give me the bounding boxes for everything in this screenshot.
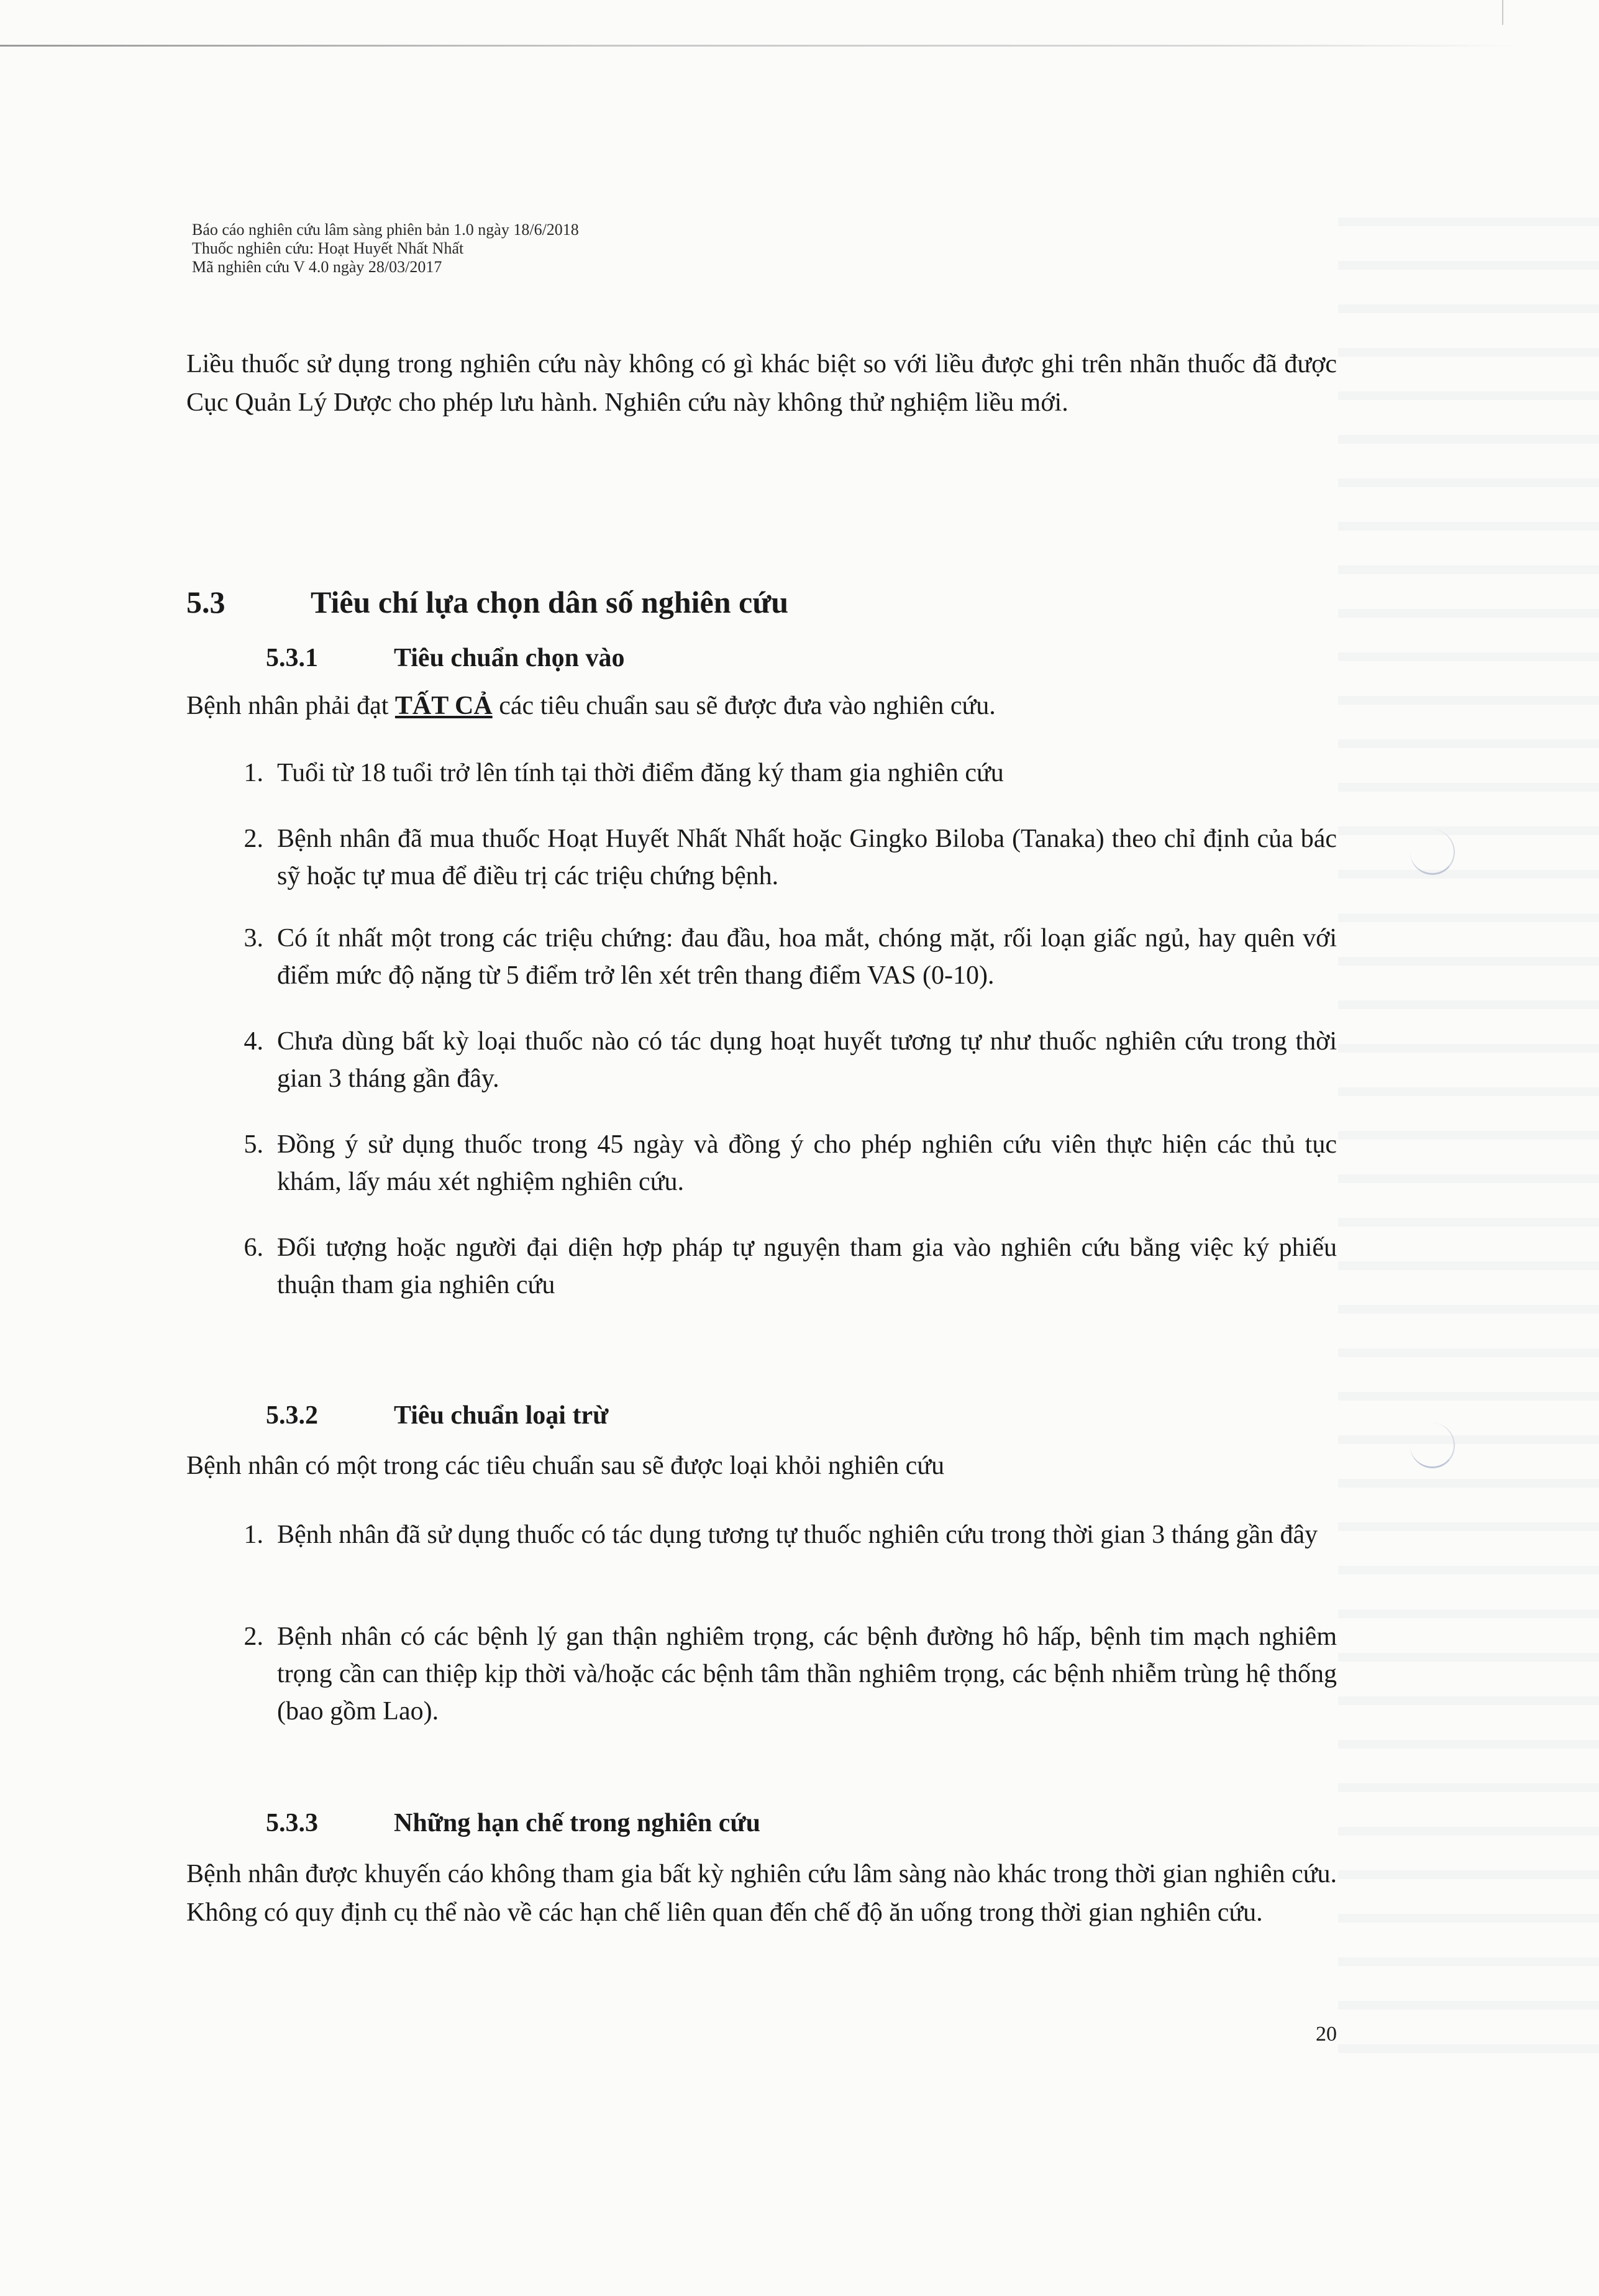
intro-paragraph: Liều thuốc sử dụng trong nghiên cứu này không có gì khác biệt so với liều được ghi trên nhãn thuốc đã được Cục Quản Lý Dược cho phép lưu hành. Nghiên cứu này không thử nghiệm liều mới. [186,350,1337,417]
header-drug-line: Thuốc nghiên cứu: Hoạt Huyết Nhất Nhất [192,239,464,257]
subsection-number: 5.3.1 [266,644,318,672]
inclusion-lead-text [186,687,1337,725]
inclusion-lead-before: Bệnh nhân phải đạt [186,692,395,720]
list-item-text: Đối tượng hoặc người đại diện hợp pháp tự nguyện tham gia vào nghiên cứu bằng việc ký phiếu thuận tham gia nghiên cứu [277,1233,1337,1299]
list-item-text: Tuổi từ 18 tuổi trở lên tính tại thời điểm đăng ký tham gia nghiên cứu [277,759,1004,787]
list-item-number: 2. [244,1622,263,1651]
inclusion-lead-emphasis: TẤT CẢ [394,692,493,720]
subsection-title: Những hạn chế trong nghiên cứu [394,1809,760,1837]
section-number: 5.3 [186,585,226,620]
list-item-text: Bệnh nhân có các bệnh lý gan thận nghiêm trọng, các bệnh đường hô hấp, bệnh tim mạch nghiêm trọng cần can thiệp kịp thời và/hoặc các bệnh tâm thần nghiêm trọng, các bệnh nhiễm trùng hệ thống (bao gồm Lao). [277,1622,1337,1726]
list-item-number: 3. [244,924,263,953]
header-study-code-line: Mã nghiên cứu V 4.0 ngày 28/03/2017 [192,258,442,276]
subsection-title: Tiêu chuẩn chọn vào [394,644,625,672]
section-title: Tiêu chí lựa chọn dân số nghiên cứu [311,585,789,620]
scan-corner-mark [1502,0,1522,25]
section-heading-5-3-3 [266,1808,760,1838]
inclusion-lead-after: các tiêu chuẩn sau sẽ được đưa vào nghiên cứu. [492,692,996,720]
list-item-text: Bệnh nhân đã sử dụng thuốc có tác dụng tương tự thuốc nghiên cứu trong thời gian 3 tháng gần đây [277,1521,1318,1549]
list-item-number: 1. [244,759,263,787]
section-heading-5-3-2 [266,1401,608,1430]
list-item-number: 4. [244,1027,263,1056]
list-item-number: 1. [244,1521,263,1549]
list-item-number: 2. [244,825,263,853]
section-heading-5-3-1 [266,643,625,673]
list-item-text: Bệnh nhân đã mua thuốc Hoạt Huyết Nhất Nhất hoặc Gingko Biloba (Tanaka) theo chỉ định của bác sỹ hoặc tự mua để điều trị các triệu chứng bệnh. [277,825,1337,890]
scan-edge-line [0,45,1516,47]
header-report-line: Báo cáo nghiên cứu lâm sàng phiên bản 1.0 ngày 18/6/2018 [192,221,579,239]
subsection-number: 5.3.2 [266,1401,318,1430]
hole-punch-mark [1410,1423,1455,1468]
restrictions-paragraph: Bệnh nhân được khuyến cáo không tham gia bất kỳ nghiên cứu lâm sàng nào khác trong thời gian nghiên cứu. Không có quy định cụ thể nào về các hạn chế liên quan đến chế độ ăn uống trong thời gian nghiên cứu. [186,1860,1337,1927]
list-item-text: Có ít nhất một trong các triệu chứng: đau đầu, hoa mắt, chóng mặt, rối loạn giấc ngủ, hay quên với điểm mức độ nặng từ 5 điểm trở lên xét trên thang điểm VAS (0-10). [277,924,1337,990]
list-item-text: Chưa dùng bất kỳ loại thuốc nào có tác dụng hoạt huyết tương tự như thuốc nghiên cứu trong thời gian 3 tháng gần đây. [277,1027,1337,1093]
running-header [192,221,579,277]
hole-punch-mark [1410,830,1455,875]
list-item-text: Đồng ý sử dụng thuốc trong 45 ngày và đồng ý cho phép nghiên cứu viên thực hiện các thủ tục khám, lấy máu xét nghiệm nghiên cứu. [277,1130,1337,1196]
section-heading-5-3 [186,584,788,620]
subsection-title: Tiêu chuẩn loại trừ [394,1401,609,1430]
exclusion-lead-text: Bệnh nhân có một trong các tiêu chuẩn sau sẽ được loại khỏi nghiên cứu [186,1452,945,1480]
bleed-through-shadow [1338,217,1599,2082]
page-number: 20 [1316,2023,1337,2046]
subsection-number: 5.3.3 [266,1809,318,1837]
list-item-number: 5. [244,1130,263,1159]
list-item-number: 6. [244,1233,263,1262]
